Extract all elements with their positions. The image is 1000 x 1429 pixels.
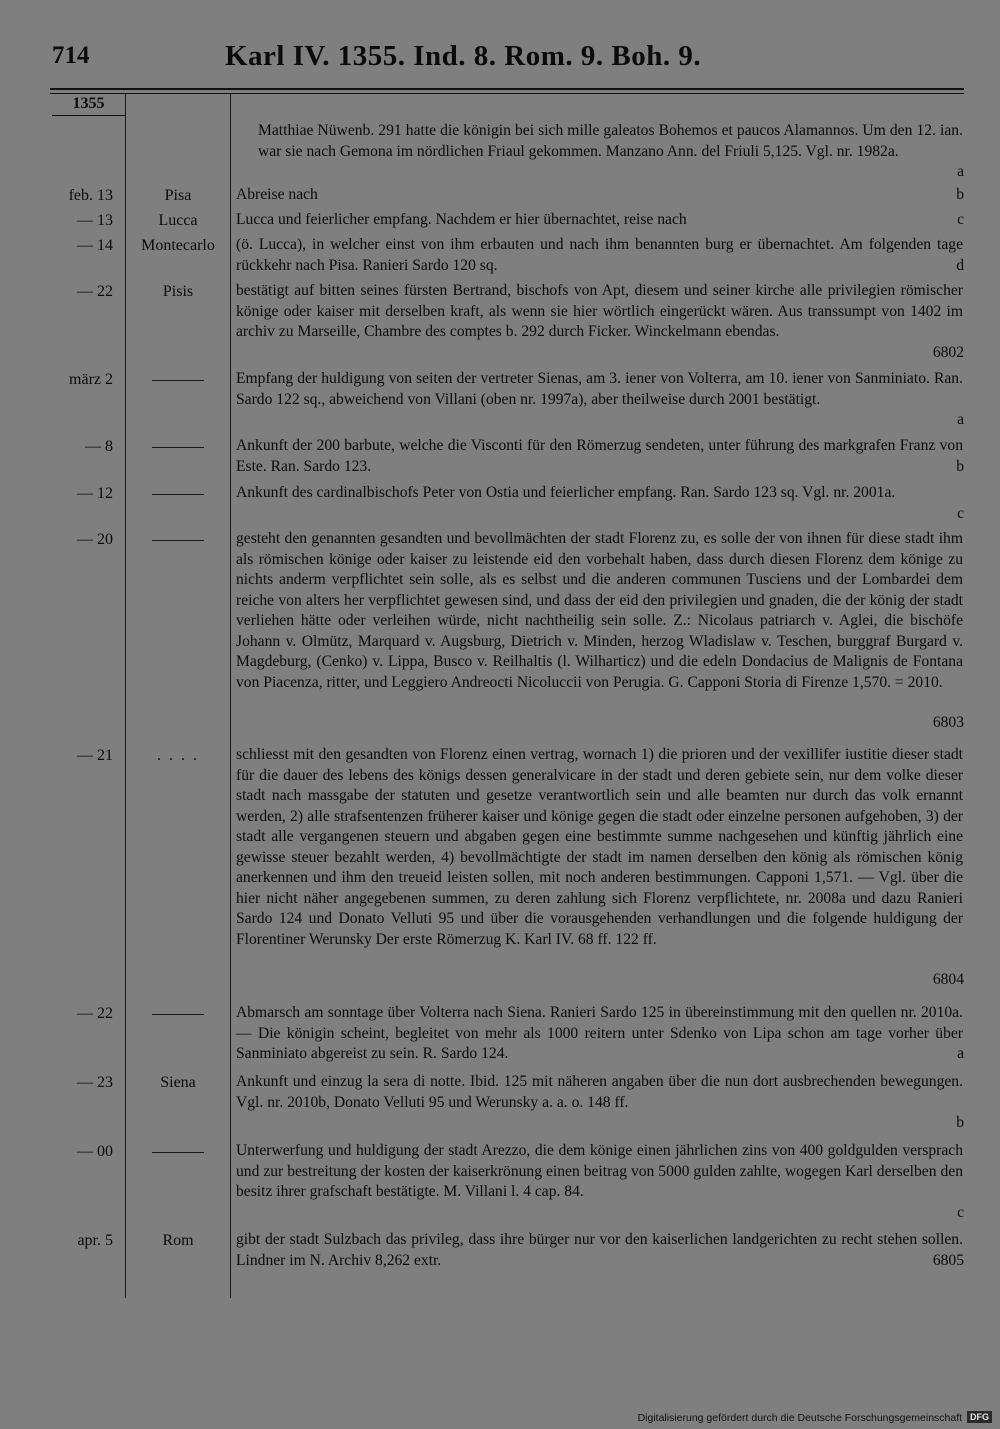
entry-mark: c xyxy=(957,505,964,522)
entry-date: — 12 xyxy=(77,485,113,502)
entry-text: gibt der stadt Sulzbach das privileg, dass ihre bürger nur vor den kaiserlichen landgerichten zu recht stehen sollen. Lindner im N. Archiv 8,262 extr. xyxy=(236,1231,963,1269)
entry-text: Ankunft des cardinalbischofs Peter von Ostia und feierlicher empfang. Ran. Sardo 123 sq. Vgl. nr. 2001a. xyxy=(236,484,896,501)
entry-mark: d xyxy=(956,257,964,274)
intro-text: Matthiae Nüwenb. 291 hatte die königin bei sich mille galeatos Bohemos et paucos Alamannos. Um den 12. ian. war sie nach Gemona im nördlichen Friaul gekommen. Manzano Ann. del Friuli 5,125. Vgl. nr. 1982a. xyxy=(258,122,963,160)
entry-mark: c xyxy=(957,211,964,228)
footer-credit xyxy=(638,1411,992,1424)
place-dash xyxy=(152,540,204,541)
entry-date: märz 2 xyxy=(69,371,113,388)
header-rule xyxy=(50,93,964,94)
entry-text: Empfang der huldigung von seiten der vertreter Sienas, am 3. iener von Volterra, am 10. iener von Sanminiato. Ran. Sardo 122 sq., abweichend von Villani (oben nr. 1997a), aber theilweise durch 2001 bestätigt. xyxy=(236,370,963,408)
entry-place: Pisa xyxy=(164,187,192,204)
entry-mark: 6805 xyxy=(932,1252,964,1269)
entry-place: Lucca xyxy=(158,212,198,229)
entry-date: feb. 13 xyxy=(68,187,113,204)
entry-place: . . . . xyxy=(157,747,199,764)
entry-date: — 13 xyxy=(77,212,113,229)
entry-mark: 6804 xyxy=(932,971,964,988)
entry-date: — 23 xyxy=(77,1074,113,1091)
entry-mark: b xyxy=(956,186,964,203)
column-rule xyxy=(230,94,231,1298)
entry-mark: a xyxy=(957,1045,964,1062)
place-dash xyxy=(152,1014,204,1015)
entry-mark: 6802 xyxy=(932,344,964,361)
entry-mark: 6803 xyxy=(932,714,964,731)
entry-place: Pisis xyxy=(162,283,194,300)
entry-date: — 00 xyxy=(77,1143,113,1160)
entry-date: — 22 xyxy=(77,1005,113,1022)
place-dash xyxy=(152,494,204,495)
entry-text: bestätigt auf bitten seines fürsten Bertrand, bischofs von Apt, diesem und seiner kirche alle privilegien römischer könige oder kaiser mit derselben kraft, als wenn sie hier wörtlich eingerückt wären. Aus transsumpt von 1402 im archiv zu Marseille, Chambre des comptes b. 292 durch Ficker. Winckelmann ebendas. xyxy=(236,282,963,340)
column-rule xyxy=(125,94,126,1298)
year-label: 1355 xyxy=(52,94,125,116)
running-title: Karl IV. 1355. Ind. 8. Rom. 9. Boh. 9. xyxy=(225,40,702,72)
entry-date: apr. 5 xyxy=(77,1232,113,1249)
entry-mark: b xyxy=(956,1114,964,1131)
entry-text: Abreise nach xyxy=(236,186,318,203)
entry-mark: a xyxy=(957,411,964,428)
entry-date: — 20 xyxy=(77,531,113,548)
place-dash xyxy=(152,380,204,381)
entry-text: (ö. Lucca), in welcher einst von ihm erbauten und nach ihm benannten burg er übernachtet. Am folgenden tage rückkehr nach Pisa. Ranieri Sardo 120 sq. xyxy=(236,236,963,274)
entry-mark: a xyxy=(957,163,964,180)
entry-text: Lucca und feierlicher empfang. Nachdem er hier übernachtet, reise nach xyxy=(236,211,687,228)
footer-text: Digitalisierung gefördert durch die Deutsche Forschungsgemeinschaft xyxy=(637,1412,963,1424)
entry-text: gesteht den genannten gesandten und bevollmächten der stadt Florenz zu, es solle der von ihnen für diese stadt ihm als römischen könige oder kaiser zu leistende eid den vorbehalt haben, dass durch diesen Florenz dem könige zu nichts anderm verpflichtet sein solle, als es selbst und die anderen communen Tusciens und der Lombardei dem reiche von alters her verpflichtet gewesen sind, und dass der eid den privilegien und gnaden, die der könig der stadt verliehen hätte oder verleihen würde, nicht nachtheilig sein solle. Z.: Nicolaus patriarch v. Aglei, die bischöfe Johann v. Olmütz, Marquard v. Augsburg, Dietrich v. Minden, herzog Wladislaw v. Teschen, burggraf Burgard v. Magdeburg, (Cenko) v. Lippa, Busco v. Reilhaltis (l. Wilharticz) und die edeln Dondacius de Malignis de Fontana von Piacenza, ritter, und Leggiero Andreocti Nicoluccii von Perugia. G. Capponi Storia di Firenze 1,570. = 2010. xyxy=(236,530,963,691)
dfg-logo: DFG xyxy=(967,1411,992,1423)
entry-place: Rom xyxy=(162,1232,194,1249)
entry-mark: c xyxy=(957,1204,964,1221)
entry-date: — 14 xyxy=(77,237,113,254)
entry-mark: b xyxy=(956,458,964,475)
entry-text: Ankunft und einzug la sera di notte. Ibid. 125 mit näheren angaben über die nun dort ausbrechenden bewegungen. Vgl. nr. 2010b, Donato Velluti 95 und Werunsky a. a. o. 148 ff. xyxy=(236,1073,963,1111)
entry-text: schliesst mit den gesandten von Florenz einen vertrag, wornach 1) die prioren und der vexillifer iustitie dieser stadt für die dauer des lebens des königs dessen generalvicare in der stadt und deren gebiete sein, nur dem volke dieser stadt nach massgabe der statuten und gesetze verantwortlich sein und alle beamten nur durch das volk ernannt werden, 2) alle strafsentenzen früherer kaiser und könige gegen die stadt oder einzelne personen aufgehoben, 3) der stadt alle vergangenen steuern und abgaben gegen eine bestimmte summe nachgesehen und künftig jährlich eine gewisse steuer bezahlt werden, 4) bevollmächtigte der stadt im namen derselben den könig als römischen könig anerkennen und ihm den treueid leisten sollen, mit noch anderen bestimmungen. Capponi 1,571. — Vgl. über die hier nicht näher angegebenen summen, zu deren zahlung sich Florenz verpflichtete, nr. 2008a und dazu Ranieri Sardo 124 und Donato Velluti 95 und über die vorausgehenden verhandlungen und die folgende huldigung der Florentiner Werunsky Der erste Römerzug K. Karl IV. 68 ff. 122 ff. xyxy=(236,746,963,948)
page-number: 714 xyxy=(52,42,90,69)
entry-date: — 8 xyxy=(85,438,113,455)
entry-date: — 22 xyxy=(77,283,113,300)
header-rule xyxy=(50,88,964,90)
entry-text: Ankunft der 200 barbute, welche die Visconti für den Römerzug sendeten, unter führung des markgrafen Franz von Este. Ran. Sardo 123. xyxy=(236,437,963,475)
place-dash xyxy=(152,447,204,448)
entry-place: Montecarlo xyxy=(141,237,215,254)
entry-text: Abmarsch am sonntage über Volterra nach Siena. Ranieri Sardo 125 in übereinstimmung mit den quellen nr. 2010a. — Die königin scheint, begleitet von mehr als 1000 reitern unter Sdenko von Lipa schon am tage vorher über Sanminiato abgereist zu sein. R. Sardo 124. xyxy=(236,1004,963,1062)
entry-date: — 21 xyxy=(77,747,113,764)
place-dash xyxy=(152,1152,204,1153)
entry-place: Siena xyxy=(160,1074,196,1091)
entry-text: Unterwerfung und huldigung der stadt Arezzo, die dem könige einen jährlichen zins von 400 goldgulden versprach und zur bestreitung der kosten der kaiserkrönung einen beitrag von 5000 gulden zahlte, wogegen Karl derselben den besitz ihrer grafschaft bestätigte. M. Villani l. 4 cap. 84. xyxy=(236,1142,963,1200)
